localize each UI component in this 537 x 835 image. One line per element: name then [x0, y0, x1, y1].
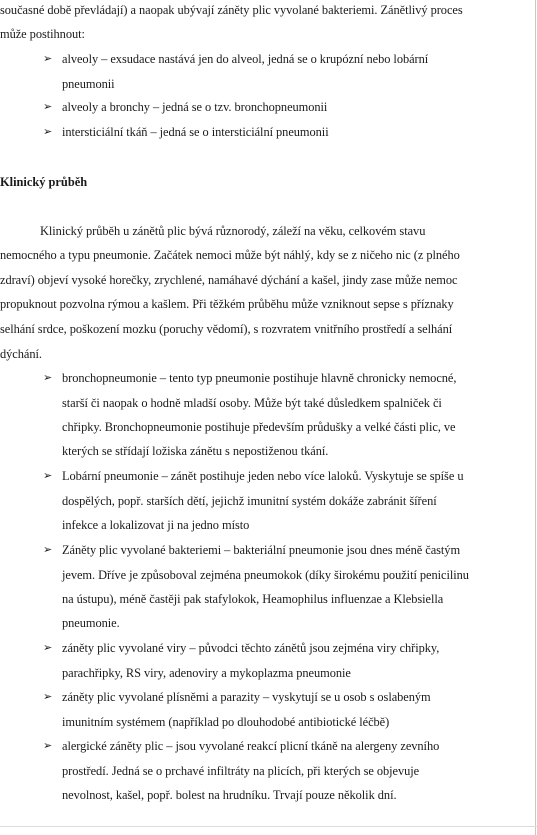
section-heading: Klinický průběh — [0, 175, 88, 189]
list-item-line: pneumonie. — [62, 616, 120, 630]
paragraph-line: selhání srdce, poškození mozku (poruchy vědomí), s rozvratem vnitřního prostředí a selhání — [0, 322, 453, 336]
bullet-arrow-icon: ➢ — [43, 470, 53, 482]
list-item-line: alveoly – exsudace nastává jen do alveol, jedná se o krupózní nebo lobární — [62, 52, 429, 66]
bullet-arrow-icon: ➢ — [43, 544, 53, 556]
paragraph-line: propuknout pozvolna rýmou a kašlem. Při těžkém průběhu může vzniknout sepse s příznaky — [0, 297, 454, 311]
intro-line: současné době převládají) a naopak ubývají záněty plic vyvolané bakteriemi. Zánětlivý proces — [0, 3, 463, 17]
list-item-line: na ústupu), méně častěji pak stafylokok, Heamophilus influenzae a Klebsiella — [62, 592, 444, 606]
list-item-line: alveoly a bronchy – jedná se o tzv. bronchopneumonii — [62, 100, 328, 114]
list-item-line: jevem. Dříve je způsoboval zejména pneumokok (díky širokému použití penicilinu — [62, 568, 469, 582]
list-item-line: záněty plic vyvolané viry – původci těchto zánětů jsou zejména viry chřipky, — [62, 641, 440, 655]
list-item-line: alergické záněty plic – jsou vyvolané reakcí plicní tkáně na alergeny zevního — [62, 739, 440, 753]
bullet-arrow-icon: ➢ — [43, 53, 53, 65]
bullet-arrow-icon: ➢ — [43, 126, 53, 138]
list-item-line: bronchopneumonie – tento typ pneumonie postihuje hlavně chronicky nemocné, — [62, 371, 457, 385]
list-item-line: starší či naopak o hodně mladší osoby. Může být také důsledkem spalniček či — [62, 396, 442, 410]
paragraph-line: Klinický průběh u zánětů plic bývá různorodý, záleží na věku, celkovém stavu — [40, 224, 426, 238]
paragraph-line: nemocného a typu pneumonie. Začátek nemoci může být náhlý, kdy se z ničeho nic (z plného — [0, 248, 460, 262]
list-item-line: pneumonii — [62, 77, 115, 91]
page-bottom-divider — [0, 826, 537, 827]
bullet-arrow-icon: ➢ — [43, 642, 53, 654]
list-item-line: dospělých, popř. starších dětí, jejichž imunitní systém dokáže zabránit šíření — [62, 494, 437, 508]
list-item-line: infekce a lokalizovat ji na jedno místo — [62, 518, 250, 532]
list-item-line: chřipky. Bronchopneumonie postihuje především průdušky a velké části plic, ve — [62, 420, 456, 434]
list-item-line: nevolnost, kašel, popř. bolest na hrudníku. Trvají pouze několik dní. — [62, 788, 397, 802]
bullet-arrow-icon: ➢ — [43, 101, 53, 113]
list-item-line: prostředí. Jedná se o prchavé infiltráty na plicích, při kterých se objevuje — [62, 764, 420, 778]
list-item-line: imunitním systémem (například po dlouhodobé antibiotické léčbě) — [62, 715, 390, 729]
list-item-line: Záněty plic vyvolané bakteriemi – bakteriální pneumonie jsou dnes méně častým — [62, 543, 461, 557]
bullet-arrow-icon: ➢ — [43, 740, 53, 752]
paragraph-line: dýchání. — [0, 347, 42, 361]
bullet-arrow-icon: ➢ — [43, 372, 53, 384]
list-item-line: Lobární pneumonie – zánět postihuje jeden nebo více laloků. Vyskytuje se spíše u — [62, 469, 464, 483]
list-item-line: intersticiální tkáň – jedná se o intersticiální pneumonii — [62, 125, 329, 139]
list-item-line: záněty plic vyvolané plísněmi a parazity – vyskytují se u osob s oslabeným — [62, 690, 431, 704]
bullet-arrow-icon: ➢ — [43, 691, 53, 703]
paragraph-line: zdraví) objeví vysoké horečky, zrychlené, namáhavé dýchání a kašel, jindy zase může nemoc — [0, 273, 458, 287]
list-item-line: kterých se střídají ložiska zánětu s nepostiženou tkání. — [62, 444, 329, 458]
page-edge-divider — [535, 0, 536, 835]
list-item-line: parachřipky, RS viry, adenoviry a mykoplazma pneumonie — [62, 666, 351, 680]
intro-line: může postihnout: — [0, 27, 85, 41]
